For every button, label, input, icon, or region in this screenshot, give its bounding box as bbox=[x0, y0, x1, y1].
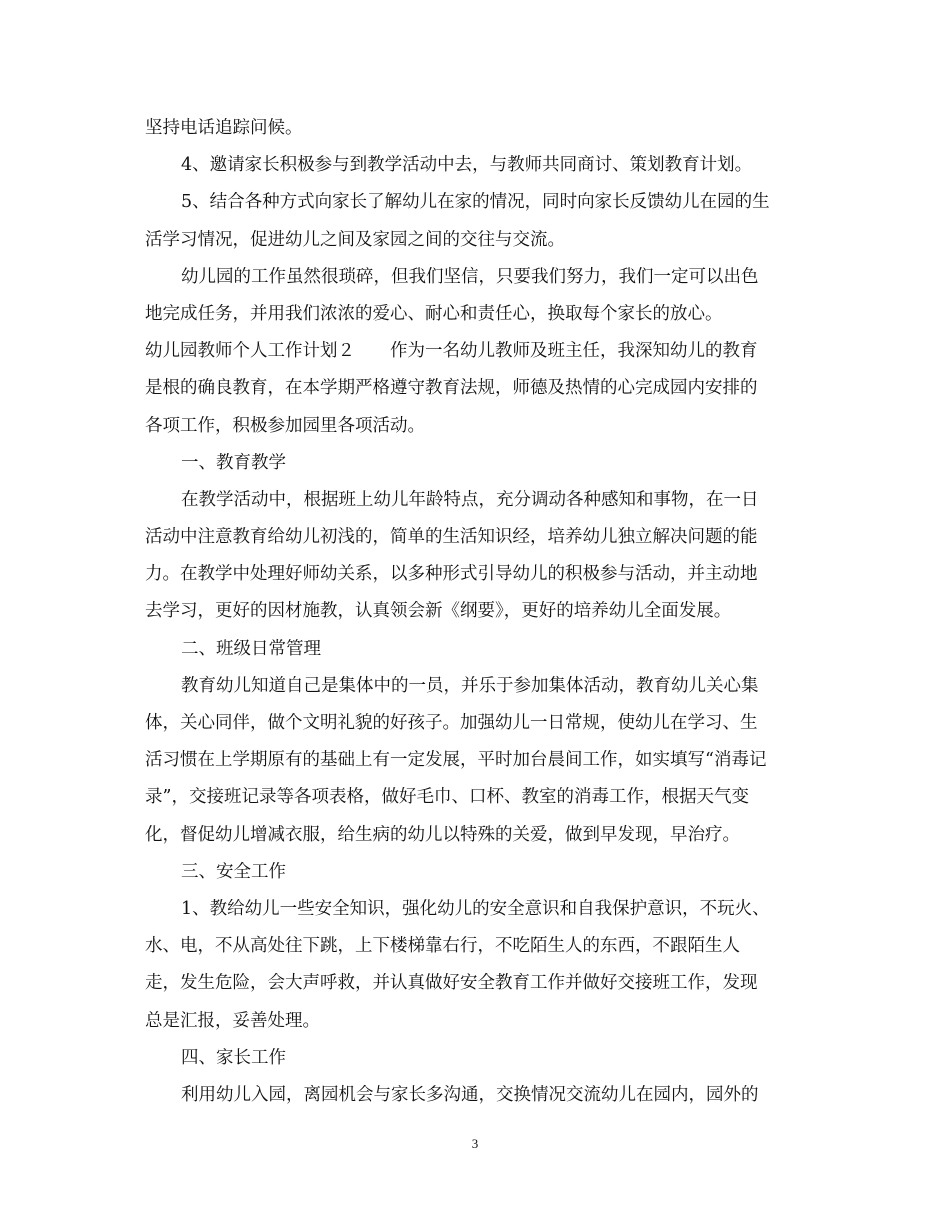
text-line: 在教学活动中，根据班上幼儿年龄特点，充分调动各种感知和事物，在一日 bbox=[181, 489, 759, 510]
text-line: 化，督促幼儿增减衣服，给生病的幼儿以特殊的关爱，做到早发现，早治疗。 bbox=[145, 824, 740, 845]
text-line: 力。在教学中处理好师幼关系，以多种形式引导幼儿的积极参与活动，并主动地 bbox=[145, 564, 758, 585]
text-line: 活习惯在上学期原有的基础上有一定发展，平时加台晨间工作，如实填写“消毒记 bbox=[145, 750, 767, 771]
page-number: 3 bbox=[471, 1136, 479, 1151]
text-line: 总是汇报，妥善处理。 bbox=[145, 1010, 320, 1031]
text-line: 活动中注意教育给幼儿初浅的，简单的生活知识经，培养幼儿独立解决问题的能 bbox=[145, 527, 758, 548]
text-line: 二、班级日常管理 bbox=[181, 638, 321, 659]
text-line: 四、家长工作 bbox=[181, 1047, 286, 1068]
text-line: 水、电，不从高处往下跳，上下楼梯靠右行，不吃陌生人的东西，不跟陌生人 bbox=[145, 936, 740, 957]
text-line: 幼儿园教师个人工作计划２ 作为一名幼儿教师及班主任，我深知幼儿的教育 bbox=[145, 341, 758, 362]
text-line: 去学习，更好的因材施教，认真领会新《纲要》，更好的培养幼儿全面发展。 bbox=[145, 601, 732, 622]
text-line: 各项工作，积极参加园里各项活动。 bbox=[145, 415, 425, 436]
text-line: 4、邀请家长积极参与到教学活动中去，与教师共同商讨、策划教育计划。 bbox=[181, 155, 753, 176]
text-line: 是根的确良教育，在本学期严格遵守教育法规，师德及热情的心完成园内安排的 bbox=[145, 378, 758, 399]
text-line: 5、结合各种方式向家长了解幼儿在家的情况，同时向家长反馈幼儿在园的生 bbox=[181, 192, 770, 213]
text-line: 教育幼儿知道自己是集体中的一员，并乐于参加集体活动，教育幼儿关心集 bbox=[181, 675, 759, 696]
text-line: 1、教给幼儿一些安全知识，强化幼儿的安全意识和自我保护意识，不玩火、 bbox=[181, 898, 770, 919]
text-line: 坚持电话追踪问候。 bbox=[145, 118, 303, 138]
text-line: 三、安全工作 bbox=[181, 861, 286, 882]
document-body bbox=[145, 110, 810, 1114]
text-line: 幼儿园的工作虽然很琐碎，但我们坚信，只要我们努力，我们一定可以出色 bbox=[181, 266, 759, 287]
text-line: 利用幼儿入园，离园机会与家长多沟通，交换情况交流幼儿在园内，园外的 bbox=[181, 1084, 759, 1105]
text-line: 走，发生危险，会大声呼救，并认真做好安全教育工作并做好交接班工作，发现 bbox=[145, 973, 758, 994]
text-line: 一、教育教学 bbox=[181, 452, 286, 473]
text-line: 活学习情况，促进幼儿之间及家园之间的交往与交流。 bbox=[145, 229, 565, 250]
text-line: 体，关心同伴，做个文明礼貌的好孩子。加强幼儿一日常规，使幼儿在学习、生 bbox=[145, 713, 758, 733]
text-line: 地完成任务，并用我们浓浓的爱心、耐心和责任心，换取每个家长的放心。 bbox=[145, 303, 723, 324]
text-line: 录”，交接班记录等各项表格，做好毛巾、口杯、教室的消毒工作，根据天气变 bbox=[145, 787, 749, 808]
